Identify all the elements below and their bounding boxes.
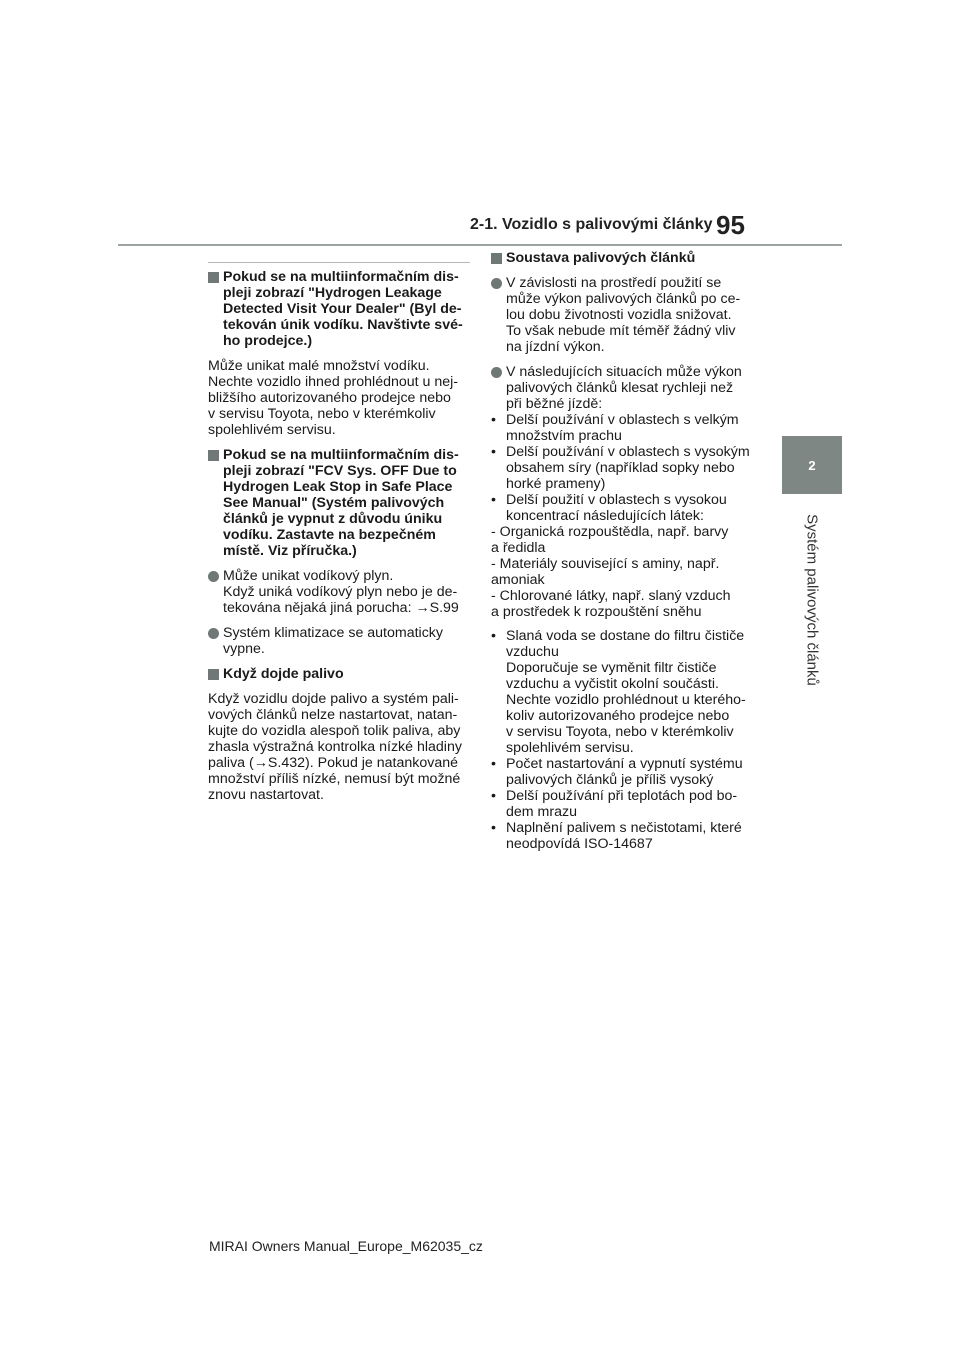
- heading-fuel-cell-system: [491, 250, 753, 266]
- text-line: Pokud se na multiinformačním dis-: [223, 447, 459, 463]
- text-line: na jízdní výkon.: [506, 339, 605, 355]
- text-line: Když uniká vodíkový plyn nebo je de-: [223, 584, 458, 600]
- text-line: vypne.: [223, 641, 265, 657]
- heading-fcv-sys-off: [208, 447, 470, 559]
- bullet-hydrogen-gas: [208, 568, 470, 616]
- text-line: spolehlivém servisu.: [506, 740, 634, 756]
- heading-text: [223, 666, 470, 682]
- sub-item-freezing: [491, 788, 753, 820]
- text-line: Naplnění palivem s nečistotami, které: [506, 820, 742, 836]
- square-bullet-icon: [491, 253, 502, 264]
- text-line: tekován únik vodíku. Navštivte své-: [223, 317, 463, 333]
- square-bullet-icon: [208, 272, 219, 283]
- text-line: množstvím prachu: [506, 428, 622, 444]
- text-line: V závislosti na prostředí použití se: [506, 275, 722, 291]
- sub-bullet: •: [491, 444, 496, 460]
- bullet-text: [223, 568, 470, 616]
- text-line: Nechte vozidlo prohlédnout u kterého-: [506, 692, 746, 708]
- sub-item-start-stop: [491, 756, 753, 788]
- text-line: paliva (→S.432). Pokud je natankované: [208, 755, 459, 771]
- heading-text: [223, 269, 470, 349]
- sub-item-text: [506, 492, 753, 524]
- paragraph-hydrogen-leakage: [208, 358, 470, 438]
- sub-item-text: [506, 628, 753, 756]
- text-line: lou dobu životnosti vozidla snižovat.: [506, 307, 732, 323]
- text-line: Může unikat vodíkový plyn.: [223, 568, 394, 584]
- text-line: palivových článků je příliš vysoký: [506, 772, 714, 788]
- left-column: [208, 262, 470, 812]
- bullet-performance-decrease: [491, 275, 753, 355]
- text-line: kujte do vozidla alespoň tolik paliva, aby: [208, 723, 461, 739]
- text-line: tekována nějaká jiná porucha: →S.99: [223, 600, 459, 616]
- sub-item-dust: [491, 412, 753, 444]
- sub-item-text: [506, 444, 753, 492]
- chapter-number-tab: 2: [782, 436, 842, 494]
- text-line: koncentrací následujících látek:: [506, 508, 704, 524]
- text-line: pleji zobrazí "Hydrogen Leakage: [223, 285, 442, 301]
- text-line: To však nebude mít téměř žádný vliv: [506, 323, 736, 339]
- sub-item-text: [506, 788, 753, 820]
- text-line: a prostředek k rozpouštění sněhu: [491, 604, 702, 620]
- circle-bullet-icon: [208, 628, 219, 639]
- header-divider: [118, 244, 842, 246]
- text-line: vodíku. Zastavte na bezpečném: [223, 527, 436, 543]
- text-line: znovu nastartovat.: [208, 787, 324, 803]
- text-line: Doporučuje se vyměnit filtr čističe: [506, 660, 717, 676]
- sub-item-text: [506, 756, 753, 788]
- text-line: - Chlorované látky, např. slaný vzduch: [491, 588, 731, 604]
- text-line: v servisu Toyota, nebo v kterémkoliv: [208, 406, 436, 422]
- bullet-following-situations: [491, 364, 753, 412]
- text-line: a ředidla: [491, 540, 546, 556]
- text-line: při běžné jízdě:: [506, 396, 603, 412]
- text-line: článků je vypnut z důvodu úniku: [223, 511, 443, 527]
- bullet-text: [506, 364, 753, 412]
- text-line: Systém klimatizace se automaticky: [223, 625, 443, 641]
- text-line: místě. Viz příručka.): [223, 543, 357, 559]
- heading-out-of-fuel: [208, 666, 470, 682]
- text-line: vzduchu a vyčistit okolní součásti.: [506, 676, 719, 692]
- text-line: Delší používání v oblastech s vysokým: [506, 444, 750, 460]
- sub-bullet: •: [491, 820, 496, 836]
- sub-bullet: •: [491, 628, 496, 644]
- sub-item-salt-water: [491, 628, 753, 756]
- bullet-text: [506, 275, 753, 355]
- text-line: spolehlivém servisu.: [208, 422, 336, 438]
- text-line: Hydrogen Leak Stop in Safe Place: [223, 479, 453, 495]
- text-line: Slaná voda se dostane do filtru čističe: [506, 628, 745, 644]
- text-line: obsahem síry (například sopky nebo: [506, 460, 735, 476]
- page-number: 95: [716, 210, 745, 240]
- sub-bullet: •: [491, 412, 496, 428]
- text-line: vových článků nelze nastartovat, natan-: [208, 707, 458, 723]
- sub-item-concentration: [491, 492, 753, 524]
- right-column: [491, 250, 753, 852]
- text-line: amoniak: [491, 572, 545, 588]
- circle-bullet-icon: [208, 571, 219, 582]
- text-line: palivových článků klesat rychleji než: [506, 380, 734, 396]
- sub-item-sulfur: [491, 444, 753, 492]
- section-title: 2-1. Vozidlo s palivovými články: [470, 216, 713, 233]
- chapter-title-vertical: Systém palivových článků: [803, 514, 821, 686]
- text-line: Delší používání při teplotách pod bo-: [506, 788, 738, 804]
- heading-text: [223, 447, 470, 559]
- heading-hydrogen-leakage: [208, 269, 470, 349]
- bullet-text: [223, 625, 470, 657]
- text-line: - Organická rozpouštědla, např. barvy: [491, 524, 729, 540]
- text-line: pleji zobrazí "FCV Sys. OFF Due to: [223, 463, 457, 479]
- sub-bullet: •: [491, 756, 496, 772]
- text-line: zhasla výstražná kontrolka nízké hladiny: [208, 739, 462, 755]
- text-line: Počet nastartování a vypnutí systému: [506, 756, 743, 772]
- footer-document-id: MIRAI Owners Manual_Europe_M62035_cz: [209, 1238, 483, 1254]
- text-line: - Materiály související s aminy, např.: [491, 556, 720, 572]
- circle-bullet-icon: [491, 367, 502, 378]
- substance-list: [491, 524, 753, 620]
- sub-item-impure-fuel: [491, 820, 753, 852]
- text-line: dem mrazu: [506, 804, 577, 820]
- text-line: Detected Visit Your Dealer" (Byl de-: [223, 301, 462, 317]
- text-line: Delší používání v oblastech s velkým: [506, 412, 739, 428]
- text-line: Soustava palivových článků: [506, 250, 696, 266]
- text-line: horké prameny): [506, 476, 606, 492]
- bullet-air-conditioning: [208, 625, 470, 657]
- text-line: vzduchu: [506, 644, 559, 660]
- sub-bullet: •: [491, 788, 496, 804]
- paragraph-out-of-fuel: [208, 691, 470, 803]
- text-line: Může unikat malé množství vodíku.: [208, 358, 430, 374]
- text-line: množství příliš nízké, nemusí být možné: [208, 771, 461, 787]
- sub-item-text: [506, 412, 753, 444]
- circle-bullet-icon: [491, 278, 502, 289]
- text-line: může výkon palivových článků po ce-: [506, 291, 741, 307]
- text-line: Delší použití v oblastech s vysokou: [506, 492, 727, 508]
- sub-bullet: •: [491, 492, 496, 508]
- text-line: bližšího autorizovaného prodejce nebo: [208, 390, 451, 406]
- text-line: koliv autorizovaného prodejce nebo: [506, 708, 730, 724]
- text-line: v servisu Toyota, nebo v kterémkoliv: [506, 724, 734, 740]
- text-line: neodpovídá ISO-14687: [506, 836, 653, 852]
- square-bullet-icon: [208, 669, 219, 680]
- sub-item-text: [506, 820, 753, 852]
- text-line: ho prodejce.): [223, 333, 313, 349]
- text-line: Nechte vozidlo ihned prohlédnout u nej-: [208, 374, 459, 390]
- text-line: See Manual" (Systém palivových: [223, 495, 445, 511]
- text-line: V následujících situacích může výkon: [506, 364, 742, 380]
- text-line: Když dojde palivo: [223, 666, 344, 682]
- text-line: Když vozidlu dojde palivo a systém pali-: [208, 691, 459, 707]
- text-line: Pokud se na multiinformačním dis-: [223, 269, 459, 285]
- heading-text: [506, 250, 753, 266]
- square-bullet-icon: [208, 450, 219, 461]
